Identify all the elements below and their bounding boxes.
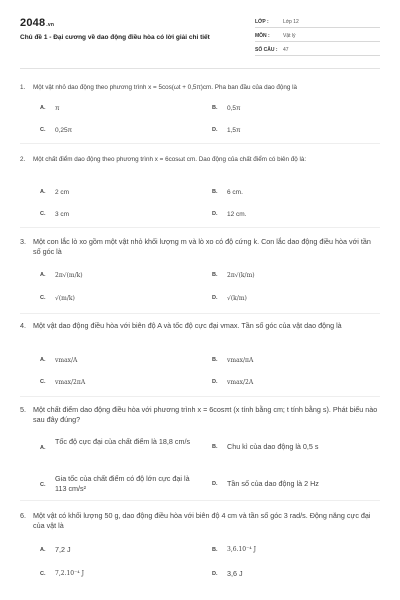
question-count-label: SỐ CÂU :: [255, 47, 278, 53]
question-divider: [20, 396, 380, 397]
question-text: Một vật nhỏ dao động theo phương trình x = 5cos(ωt + 0,5π)cm. Pha ban đầu của dao động là: [33, 84, 298, 91]
document-header: [0, 0, 400, 70]
header-divider: [20, 68, 380, 69]
subject-value: Vật lý: [283, 33, 296, 39]
class-row: [255, 17, 380, 28]
question-text: Một chất điểm dao động theo phương trình x = 6cosωt cm. Dao động của chất điểm có biên độ là:: [33, 156, 307, 163]
question-number: 3.: [20, 237, 26, 246]
question-number: 4.: [20, 321, 26, 330]
subject-row: [255, 31, 380, 42]
question-number: 1.: [20, 84, 26, 91]
question-text: Một chất điểm dao động điều hòa với phương trình x = 6cosπt (x tính bằng cm; t tính bằng s). Phát biểu nào sau đây đúng?: [33, 405, 378, 424]
question-divider: [20, 500, 380, 501]
question-divider: [20, 227, 380, 228]
question-text: Một vật có khối lượng 50 g, dao động điều hòa với biên độ 4 cm và tần số góc 3 rad/s. Động năng cực đại của vật là: [33, 511, 371, 530]
question-text: Một vật dao động điều hòa với biên độ A và tốc độ cực đại vmax. Tần số góc của vật dao động là: [33, 321, 342, 330]
question-divider: [20, 143, 380, 144]
question-number: 6.: [20, 511, 26, 520]
topic-title: Chủ đề 1 - Đại cương về dao động điều hòa có lời giải chi tiết: [20, 34, 210, 41]
question-number: 2.: [20, 156, 26, 163]
question-text: Một con lắc lò xo gồm một vật nhỏ khối lượng m và lò xo có độ cứng k. Con lắc dao động điều hòa với tần số góc là: [33, 237, 371, 256]
class-label: LỚP :: [255, 19, 269, 25]
subject-label: MÔN :: [255, 33, 270, 39]
question-count-value: 47: [283, 47, 289, 53]
question-divider: [20, 313, 380, 314]
question-number: 5.: [20, 405, 26, 414]
site-logo[interactable]: 2048.vn: [20, 17, 55, 29]
question-count-row: [255, 45, 380, 56]
class-value: Lớp 12: [283, 19, 299, 25]
